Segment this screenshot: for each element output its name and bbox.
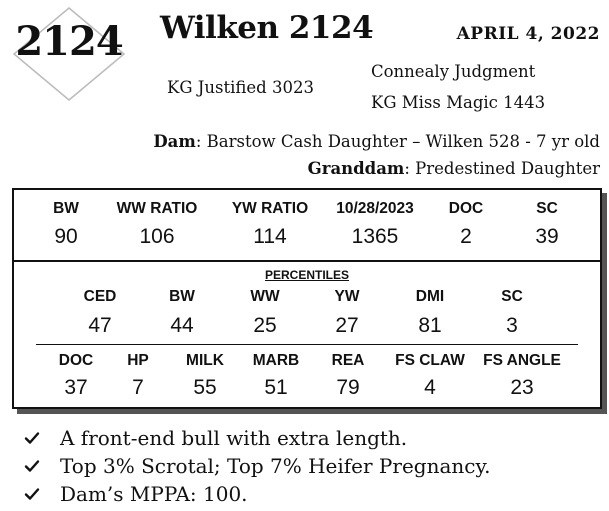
pct-value: 37 [64, 376, 88, 399]
perf-value: 39 [535, 225, 559, 248]
percentiles-title: PERCENTILES [264, 268, 349, 282]
sire-name: KG Justified 3023 [167, 78, 314, 97]
checkmark-icon [24, 482, 46, 506]
checkmark-icon [24, 426, 46, 450]
pct-value: 47 [88, 314, 112, 337]
pct-header: YW [334, 288, 360, 305]
checkmark-icon [24, 454, 46, 478]
perf-value: 2 [460, 225, 472, 248]
perf-header: YW RATIO [231, 200, 309, 217]
pct-value: 7 [132, 376, 144, 399]
perf-header: BW [53, 200, 79, 217]
dam-line [153, 132, 600, 151]
notes-list [24, 424, 490, 508]
granddam-label: Granddam [307, 159, 405, 178]
perf-value: 106 [139, 225, 175, 248]
pct-header: CED [83, 288, 117, 305]
pct-header: MILK [186, 352, 224, 369]
perf-header: 10/28/2023 [336, 200, 414, 217]
lot-number: 2124 [15, 18, 123, 65]
pct-header: DOC [58, 352, 94, 369]
granddam-value: : Predestined Daughter [404, 159, 600, 178]
pct-header: SC [501, 288, 523, 305]
pct-header: BW [169, 288, 195, 305]
pct-value: 4 [424, 376, 436, 399]
pct-value: 79 [336, 376, 360, 399]
birth-date: APRIL 4, 2022 [456, 24, 600, 44]
pct-header: WW [250, 288, 280, 305]
pct-value: 51 [264, 376, 288, 399]
perf-header: DOC [448, 200, 484, 217]
perf-value: 1365 [351, 225, 399, 248]
pct-value: 27 [335, 314, 359, 337]
pct-header: REA [331, 352, 365, 369]
note-text: A front-end bull with extra length. [60, 426, 408, 450]
pct-header: HP [127, 352, 149, 369]
perf-header: SC [536, 200, 558, 217]
pct-value: 44 [170, 314, 194, 337]
note-text: Dam’s MPPA: 100. [60, 482, 248, 506]
list-item [24, 480, 490, 508]
pct-header: MARB [252, 352, 300, 369]
pct-header: FS ANGLE [483, 352, 561, 369]
pct-header: DMI [415, 288, 445, 305]
perf-value: 114 [253, 225, 287, 248]
perf-value: 90 [54, 225, 78, 248]
bull-name: Wilken 2124 [160, 10, 374, 46]
pct-value: 55 [193, 376, 217, 399]
pct-value: 25 [253, 314, 277, 337]
sire-sire-name: Connealy Judgment [371, 62, 536, 81]
pct-value: 3 [506, 314, 518, 337]
list-item [24, 424, 490, 452]
granddam-line [308, 159, 600, 178]
list-item [24, 452, 490, 480]
pct-value: 81 [418, 314, 442, 337]
lot-badge [10, 6, 123, 96]
dam-label: Dam [153, 132, 196, 151]
dam-value: : Barstow Cash Daughter – Wilken 528 - 7 yr old [195, 132, 600, 151]
percentile-divider [36, 344, 578, 345]
stats-table [12, 188, 602, 409]
sire-dam-name: KG Miss Magic 1443 [371, 93, 546, 112]
section-divider [14, 260, 600, 262]
pct-header: FS CLAW [395, 352, 465, 369]
perf-header: WW RATIO [116, 200, 198, 217]
pct-value: 23 [510, 376, 534, 399]
note-text: Top 3% Scrotal; Top 7% Heifer Pregnancy. [60, 454, 491, 478]
